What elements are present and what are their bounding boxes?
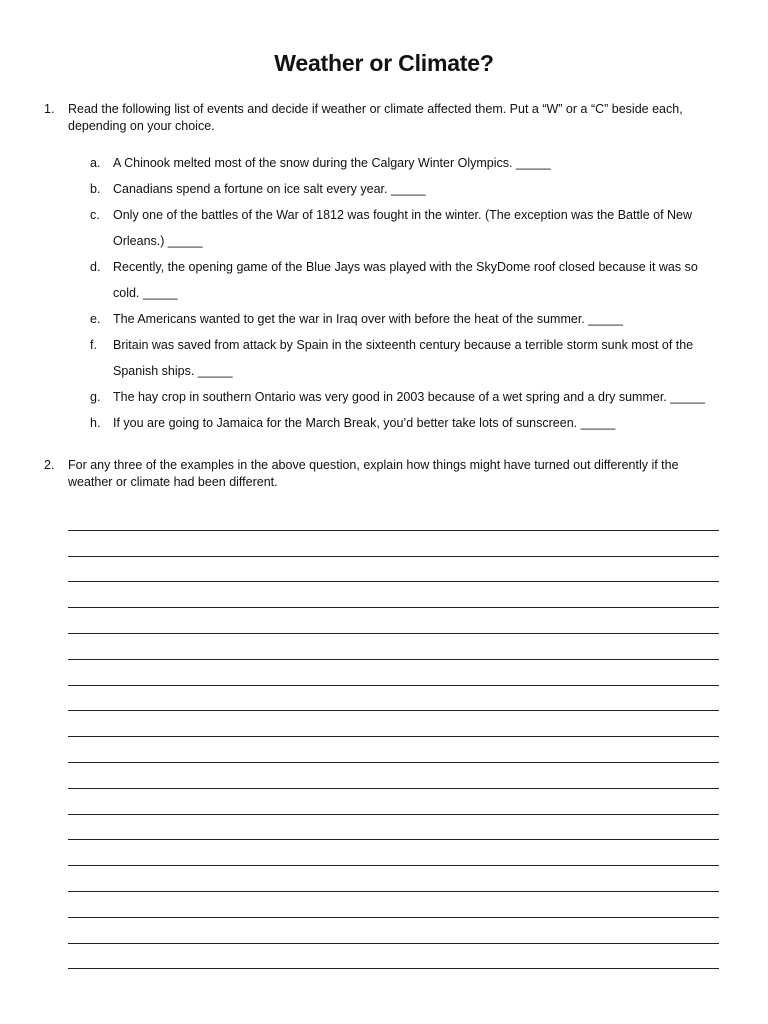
item-text: Only one of the battles of the War of 1812 was fought in the winter. (The exception was the Battle of New Orleans.) _____: [113, 208, 693, 248]
list-item: [0, 176, 768, 202]
question-number: 2.: [44, 458, 55, 472]
list-item: [0, 384, 768, 410]
list-item: [0, 150, 768, 176]
question-text: For any three of the examples in the above question, explain how things might have turned out differently if the weather or climate had been different.: [68, 458, 679, 489]
answer-line[interactable]: [68, 866, 719, 892]
answer-line[interactable]: [68, 711, 719, 737]
worksheet-title: Weather or Climate?: [274, 50, 494, 76]
item-text: The Americans wanted to get the war in Iraq over with before the heat of the summer. _____: [113, 312, 624, 326]
answer-line[interactable]: [68, 789, 719, 815]
list-item: [0, 410, 768, 436]
answer-line[interactable]: [68, 531, 719, 557]
item-letter: g.: [90, 390, 101, 404]
item-text: Recently, the opening game of the Blue Jays was played with the SkyDome roof closed because it was so cold. _____: [113, 260, 698, 300]
item-letter: d.: [90, 260, 101, 274]
answer-lines: [68, 505, 719, 969]
answer-line[interactable]: [68, 686, 719, 712]
list-item: [0, 202, 768, 254]
item-letter: h.: [90, 416, 101, 430]
answer-line[interactable]: [68, 840, 719, 866]
answer-line[interactable]: [68, 660, 719, 686]
item-text: The hay crop in southern Ontario was very good in 2003 because of a wet spring and a dry summer. _____: [113, 390, 706, 404]
item-letter: c.: [90, 208, 100, 222]
item-letter: b.: [90, 182, 101, 196]
event-list: [0, 150, 768, 436]
answer-line[interactable]: [68, 763, 719, 789]
item-letter: f.: [90, 338, 97, 352]
answer-line[interactable]: [68, 582, 719, 608]
item-text: A Chinook melted most of the snow during the Calgary Winter Olympics. _____: [113, 156, 551, 170]
list-item: [0, 332, 768, 384]
answer-line[interactable]: [68, 737, 719, 763]
item-letter: a.: [90, 156, 101, 170]
answer-line[interactable]: [68, 944, 719, 970]
answer-line[interactable]: [68, 918, 719, 944]
answer-line[interactable]: [68, 505, 719, 531]
answer-line[interactable]: [68, 608, 719, 634]
item-text: Britain was saved from attack by Spain in the sixteenth century because a terrible storm sunk most of the Spanish ships. _____: [113, 338, 694, 378]
item-text: If you are going to Jamaica for the March Break, you’d better take lots of sunscreen. _____: [113, 416, 616, 430]
item-letter: e.: [90, 312, 101, 326]
list-item: [0, 306, 768, 332]
answer-line[interactable]: [68, 815, 719, 841]
list-item: [0, 254, 768, 306]
answer-line[interactable]: [68, 892, 719, 918]
answer-line[interactable]: [68, 557, 719, 583]
question-number: 1.: [44, 102, 55, 116]
question-text: Read the following list of events and decide if weather or climate affected them. Put a “W” or a “C” beside each, depending on your choice.: [68, 102, 683, 133]
item-text: Canadians spend a fortune on ice salt every year. _____: [113, 182, 426, 196]
answer-line[interactable]: [68, 634, 719, 660]
